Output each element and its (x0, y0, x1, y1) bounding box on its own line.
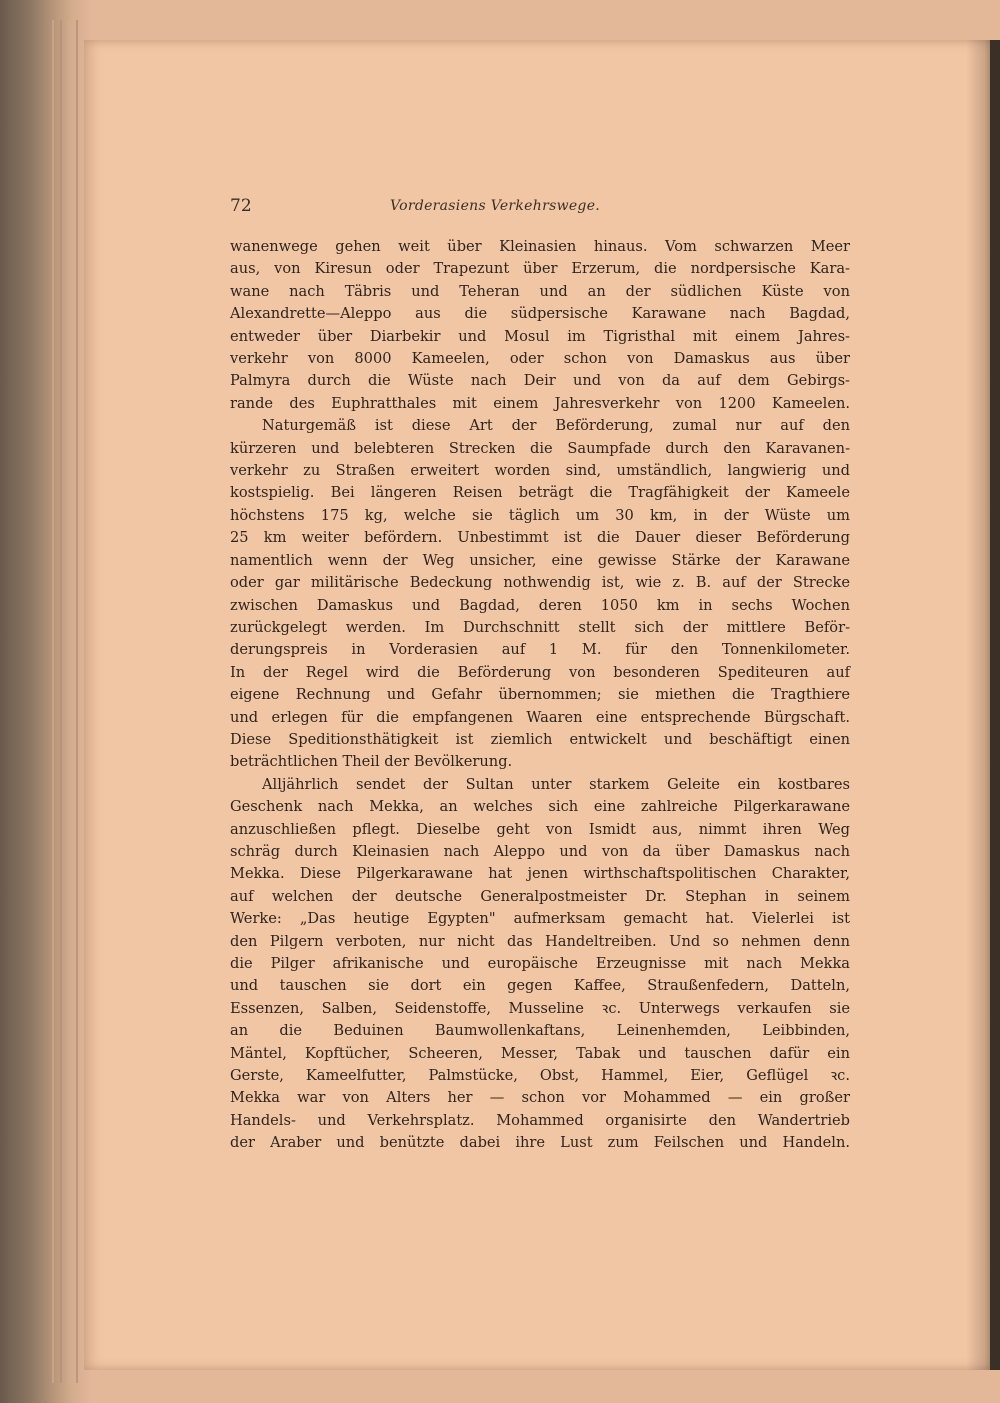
book-gutter (990, 40, 1000, 1370)
paragraph-line: rande des Euphratthales mit einem Jahresverkehr von 1200 Kameelen. (230, 394, 850, 412)
paragraph-line: wanenwege gehen weit über Kleinasien hinaus. Vom schwarzen Meer (230, 238, 850, 255)
paragraph-line: Mäntel, Kopftücher, Scheeren, Messer, Tabak und tauschen dafür ein (230, 1044, 850, 1062)
paragraph-line: oder gar militärische Bedeckung nothwendig ist, wie z. B. auf der Strecke (230, 574, 850, 592)
page-edge (76, 20, 78, 1383)
paragraph-line: entweder über Diarbekir und Mosul im Tigristhal mit einem Jahres- (230, 327, 850, 345)
paragraph-line: schräg durch Kleinasien nach Aleppo und von da über Damaskus nach (230, 842, 850, 860)
paragraph-line: In der Regel wird die Beförderung von besonderen Spediteuren auf (230, 663, 850, 681)
paragraph-line: Essenzen, Salben, Seidenstoffe, Musseline ꝛc. Unterwegs verkaufen sie (230, 999, 850, 1017)
paragraph-line: wane nach Täbris und Teheran und an der südlichen Küste von (230, 282, 850, 300)
paragraph-line: Geschenk nach Mekka, an welches sich eine zahlreiche Pilgerkarawane (230, 798, 850, 816)
paragraph-line: eigene Rechnung und Gefahr übernommen; sie miethen die Tragthiere (230, 686, 850, 704)
paragraph-line: auf welchen der deutsche Generalpostmeister Dr. Stephan in seinem (230, 887, 850, 905)
paragraph-line: und tauschen sie dort ein gegen Kaffee, Straußenfedern, Datteln, (230, 977, 850, 995)
paragraph-line: verkehr von 8000 Kameelen, oder schon von Damaskus aus über (230, 350, 850, 368)
paragraph-line: die Pilger afrikanische und europäische Erzeugnisse mit nach Mekka (230, 955, 850, 972)
paragraph-line: aus, von Kiresun oder Trapezunt über Erzerum, die nordpersische Kara- (230, 260, 850, 278)
body-text (230, 236, 850, 1155)
page-edge (60, 20, 62, 1383)
page-header (230, 196, 760, 222)
paragraph-line: höchstens 175 kg, welche sie täglich um 30 km, in der Wüste um (230, 506, 850, 524)
running-title: Vorderasiens Verkehrswege. (389, 198, 601, 214)
paragraph-line: anzuschließen pflegt. Dieselbe geht von Ismidt aus, nimmt ihren Weg (230, 820, 850, 838)
paragraph-line: verkehr zu Straßen erweitert worden sind, umständlich, langwierig und (230, 462, 850, 480)
paragraph-line: Handels- und Verkehrsplatz. Mohammed organisirte den Wandertrieb (230, 1111, 850, 1129)
paragraph-line: Naturgemäß ist diese Art der Beförderung, zumal nur auf den (262, 417, 850, 435)
paragraph-line: namentlich wenn der Weg unsicher, eine gewisse Stärke der Karawane (230, 551, 850, 569)
paragraph-line: und erlegen für die empfangenen Waaren eine entsprechende Bürgschaft. (230, 708, 850, 726)
page-edge (44, 20, 46, 1383)
paragraph-line: kürzeren und belebteren Strecken die Saumpfade durch den Karavanen- (230, 439, 850, 457)
paragraph-line: zwischen Damaskus und Bagdad, deren 1050 km in sechs Wochen (230, 596, 850, 614)
paragraph-line: kostspielig. Bei längeren Reisen beträgt die Tragfähigkeit der Kameele (230, 484, 850, 502)
page-number: 72 (230, 196, 252, 216)
paragraph-line: Alexandrette—Aleppo aus die südpersische Karawane nach Bagdad, (230, 305, 850, 323)
paragraph-line: Alljährlich sendet der Sultan unter starkem Geleite ein kostbares (262, 775, 850, 793)
paragraph-line: Mekka war von Alters her — schon vor Mohammed — ein großer (230, 1089, 850, 1107)
paragraph-line: Gerste, Kameelfutter, Palmstücke, Obst, Hammel, Eier, Geflügel ꝛc. (230, 1067, 850, 1085)
paragraph-line: zurückgelegt werden. Im Durchschnitt stellt sich der mittlere Beför- (230, 618, 850, 636)
paragraph-line: den Pilgern verboten, nur nicht das Handeltreiben. Und so nehmen denn (230, 932, 850, 950)
paragraph-line: Mekka. Diese Pilgerkarawane hat jenen wirthschaftspolitischen Charakter, (230, 865, 850, 883)
paragraph-line: beträchtlichen Theil der Bevölkerung. (230, 753, 513, 771)
paragraph-line: an die Beduinen Baumwollenkaftans, Leinenhemden, Leibbinden, (230, 1022, 850, 1040)
paragraph-line: Palmyra durch die Wüste nach Deir und von da auf dem Gebirgs- (230, 372, 850, 390)
page-edge (68, 20, 70, 1383)
paragraph-line: Diese Speditionsthätigkeit ist ziemlich entwickelt und beschäftigt einen (230, 730, 850, 748)
paragraph-line: derungspreis in Vorderasien auf 1 M. für den Tonnenkilometer. (230, 641, 850, 659)
page-edge (52, 20, 54, 1383)
paragraph-line: Werke: „Das heutige Egypten" aufmerksam gemacht hat. Vielerlei ist (230, 910, 850, 928)
paragraph-line: der Araber und benützte dabei ihre Lust zum Feilschen und Handeln. (230, 1134, 850, 1152)
paragraph-line: 25 km weiter befördern. Unbestimmt ist die Dauer dieser Beförderung (230, 529, 850, 547)
